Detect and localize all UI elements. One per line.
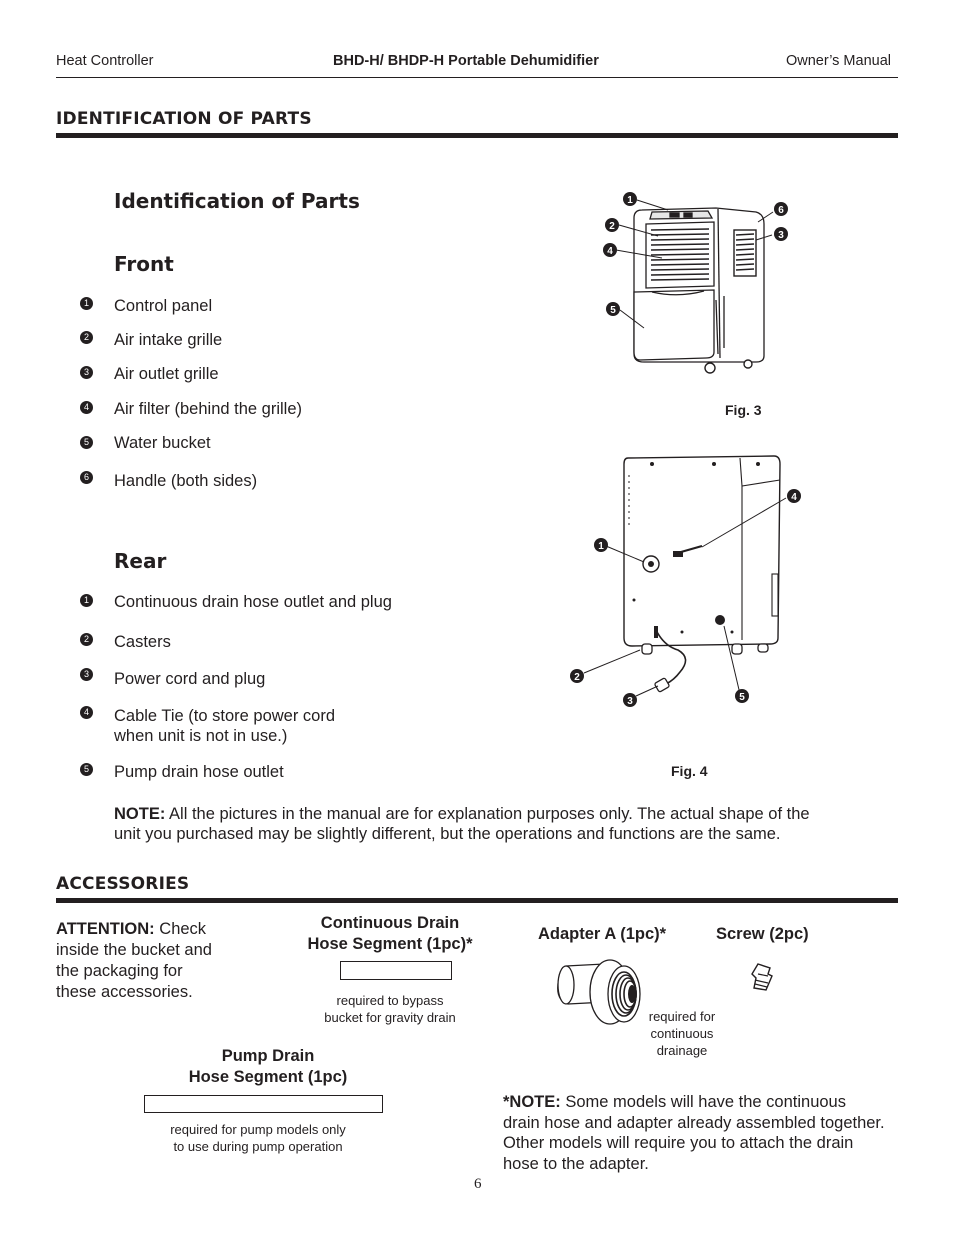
front-item-4: Air filter (behind the grille): [114, 400, 302, 418]
fig4-callout-4: 4: [791, 492, 797, 503]
front-item-2: Air intake grille: [114, 331, 223, 349]
pump-hose-illustration: [144, 1095, 383, 1113]
header-left: Heat Controller: [56, 53, 154, 69]
front-num-4: 4: [80, 401, 93, 414]
front-item-1: Control panel: [114, 297, 213, 315]
rear-heading: Rear: [114, 549, 167, 573]
front-heading: Front: [114, 252, 174, 276]
parts-note-line1: [114, 804, 810, 824]
cont-hose-note-line1: required to bypass: [336, 993, 444, 1008]
cont-hose-title-line2: Hose Segment (1pc)*: [307, 935, 473, 953]
front-num-1: 1: [80, 297, 93, 310]
fig3-callout-5: 5: [610, 305, 616, 316]
attention-text4: these accessories.: [56, 983, 193, 1001]
fig3-callout-6: 6: [778, 205, 784, 216]
attention-text1: Check: [154, 920, 207, 938]
fig3-callout-4: 4: [607, 246, 613, 257]
accessories-note-text4: hose to the adapter.: [503, 1155, 649, 1174]
rear-item-2: Casters: [114, 633, 171, 651]
rear-view-illustration: [562, 450, 812, 715]
pump-hose-title: [168, 1046, 368, 1088]
rear-item-4-line1: Cable Tie (to store power cord: [114, 707, 336, 725]
rear-num-3: 3: [80, 668, 93, 681]
attention-block: [56, 919, 212, 1003]
rear-item-4-line2: when unit is not in use.): [114, 727, 288, 745]
section-bar-parts: [56, 133, 898, 138]
front-item-5: Water bucket: [114, 434, 211, 452]
front-item-6: Handle (both sides): [114, 472, 258, 490]
adapter-note-line2: continuous: [650, 1026, 714, 1041]
cont-hose-title-line1: Continuous Drain: [320, 914, 460, 932]
fig4-callout-1: 1: [598, 541, 604, 552]
adapter-note-line1: required for: [648, 1009, 716, 1024]
front-num-5: 5: [80, 436, 93, 449]
attention-text2: inside the bucket and: [56, 941, 212, 959]
header-right: Owner’s Manual: [785, 53, 891, 69]
parts-note-label: NOTE:: [114, 805, 166, 823]
section-bar-accessories: [56, 898, 898, 903]
cont-hose-note: [290, 992, 490, 1026]
pump-hose-note-line1: required for pump models only: [170, 1122, 346, 1137]
front-view-illustration: [596, 188, 804, 378]
rear-item-5: Pump drain hose outlet: [114, 763, 284, 781]
accessories-note-text3: Other models will require you to attach the drain: [503, 1134, 854, 1153]
fig4-callout-3: 3: [627, 696, 633, 707]
fig3-callout-1: 1: [627, 195, 633, 206]
fig4-caption: Fig. 4: [671, 763, 708, 779]
rear-item-3: Power cord and plug: [114, 670, 266, 688]
pump-hose-title-line2: Hose Segment (1pc): [188, 1068, 348, 1086]
accessories-note-label: *NOTE:: [503, 1093, 561, 1111]
cont-hose-illustration: [340, 961, 452, 980]
accessories-note-text2: drain hose and adapter already assembled together.: [503, 1113, 885, 1132]
pump-hose-title-line1: Pump Drain: [221, 1047, 315, 1065]
rear-item-1: Continuous drain hose outlet and plug: [114, 593, 392, 611]
page-number: 6: [474, 1176, 482, 1192]
rear-num-1: 1: [80, 594, 93, 607]
attention-label: ATTENTION:: [56, 920, 155, 938]
screw-title: Screw (2pc): [716, 925, 809, 943]
accessories-note: [503, 1092, 885, 1175]
section-title-accessories: ACCESSORIES: [56, 874, 190, 894]
cont-hose-title: [290, 913, 490, 955]
accessories-note-text1: Some models will have the continuous: [560, 1093, 846, 1111]
fig3-callout-2: 2: [609, 221, 615, 232]
pump-hose-note-line2: to use during pump operation: [173, 1139, 343, 1154]
rear-num-4: 4: [80, 706, 93, 719]
rear-num-5: 5: [80, 763, 93, 776]
adapter-title: Adapter A (1pc)*: [538, 925, 667, 943]
parts-note-text1: All the pictures in the manual are for explanation purposes only. The actual shape of the: [165, 805, 810, 823]
fig4-callout-5: 5: [739, 692, 745, 703]
fig4-callout-2: 2: [574, 672, 580, 683]
front-item-3: Air outlet grille: [114, 365, 219, 383]
fig3-caption: Fig. 3: [725, 402, 762, 418]
front-num-2: 2: [80, 331, 93, 344]
parts-heading: Identification of Parts: [114, 189, 360, 213]
section-title-parts: IDENTIFICATION OF PARTS: [56, 109, 312, 129]
attention-text3: the packaging for: [56, 962, 183, 980]
cont-hose-note-line2: bucket for gravity drain: [324, 1010, 456, 1025]
parts-note-line2: unit you purchased may be slightly different, but the operations and functions are the same.: [114, 825, 781, 843]
pump-hose-note: [148, 1121, 368, 1155]
rear-num-2: 2: [80, 633, 93, 646]
adapter-note: [632, 1008, 732, 1059]
screw-icon: [746, 960, 778, 996]
header-title: BHD-H/ BHDP-H Portable Dehumidifier: [333, 53, 599, 69]
adapter-note-line3: drainage: [656, 1043, 708, 1058]
front-num-6: 6: [80, 471, 93, 484]
front-num-3: 3: [80, 366, 93, 379]
fig3-callout-3: 3: [778, 230, 784, 241]
header-rule: [56, 77, 898, 78]
